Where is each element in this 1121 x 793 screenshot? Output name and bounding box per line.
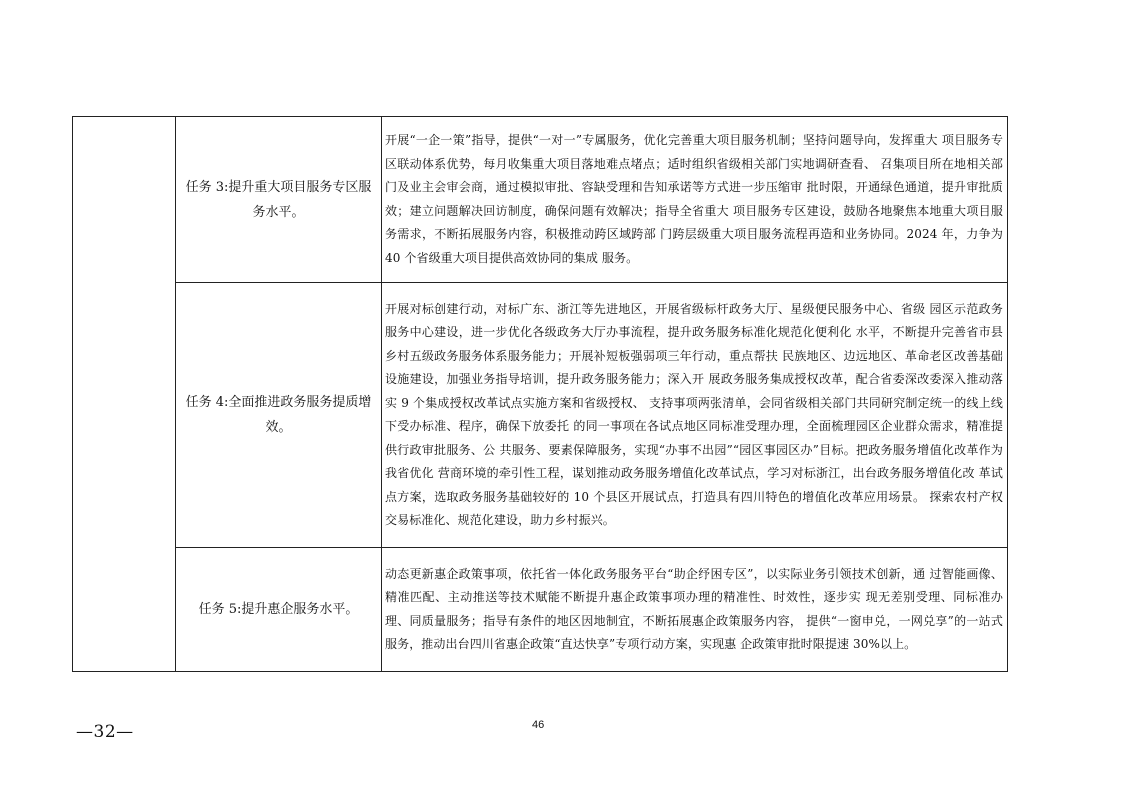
table-row [73, 283, 1008, 548]
task-description: 开展对标创建行动，对标广东、浙江等先进地区，开展省级标杆政务大厅、星级便民服务中心、省级 园区示范政务服务中心建设，进一步优化各级政务大厅办事流程，提升政务服务标准化规范化便利化 水平，不断提升完善省市县乡村五级政务服务体系服务能力；开展补短板强弱项三年行动，重点帮扶 民族地区、边远地区、革命老区改善基础设施建设，加强业务指导培训，提升政务服务能力；深入开 展政务服务集成授权改革，配合省委深改委深入推动落实 9 个集成授权改革试点实施方案和省级授权、 支持事项两张清单，会同省级相关部门共同研究制定统一的线上线下受办标准、程序，确保下放委托 的同一事项在各试点地区同标准受理办理，全面梳理园区企业群众需求，精准提供行政审批服务、公 共服务、要素保障服务，实现“办事不出园”“园区事园区办”目标。把政务服务增值化改革作为我省优化 营商环境的牵引性工程，谋划推动政务服务增值化改革试点，学习对标浙江，出台政务服务增值化改 革试点方案，选取政务服务基础较好的 10 个县区开展试点，打造具有四川特色的增值化改革应用场景。 探索农村产权交易标准化、规范化建设，助力乡村振兴。 [385, 301, 1003, 527]
task-title: 任务 5:提升惠企服务水平。 [198, 602, 359, 617]
page-label: —32— [76, 722, 134, 742]
task-description: 开展“一企一策”指导，提供“一对一”专属服务，优化完善重大项目服务机制；坚持问题导向，发挥重大 项目服务专区联动体系优势，每月收集重大项目落地难点堵点；适时组织省级相关部门实地调研查看、 召集项目所在地相关部门及业主会审会商，通过模拟审批、容缺受理和告知承诺等方式进一步压缩审 批时限，开通绿色通道，提升审批质效；建立问题解决回访制度，确保问题有效解决；指导全省重大 项目服务专区建设，鼓励各地聚焦本地重大项目服务需求，不断拓展服务内容，积极推动跨区域跨部 门跨层级重大项目服务流程再造和业务协同。2024 年，力争为 40 个省级重大项目提供高效协同的集成 服务。 [385, 133, 1003, 265]
task-cell [176, 548, 382, 672]
table-row [73, 548, 1008, 672]
task-cell [176, 117, 382, 283]
description-cell [382, 283, 1008, 548]
task-title: 任务 3:提升重大项目服务专区服务水平。 [185, 179, 372, 220]
task-cell [176, 283, 382, 548]
description-cell [382, 548, 1008, 672]
category-cell [73, 117, 176, 672]
page-number: 46 [532, 719, 545, 731]
task-title: 任务 4:全面推进政务服务提质增效。 [185, 395, 372, 435]
task-description: 动态更新惠企政策事项，依托省一体化政务服务平台“助企纾困专区”，以实际业务引领技术创新，通 过智能画像、精准匹配、主动推送等技术赋能不断提升惠企政策事项办理的精准性、时效性，逐步实 现无差别受理、同标准办理、同质量服务；指导有条件的地区因地制宜，不断拓展惠企政策服务内容， 提供“一窗申兑，一网兑享”的一站式服务，推动出台四川省惠企政策“直达快享”专项行动方案，实现惠 企政策审批时限提速 30%以上。 [385, 566, 1003, 651]
task-table [72, 116, 1008, 672]
table-row [73, 117, 1008, 283]
description-cell [382, 117, 1008, 283]
